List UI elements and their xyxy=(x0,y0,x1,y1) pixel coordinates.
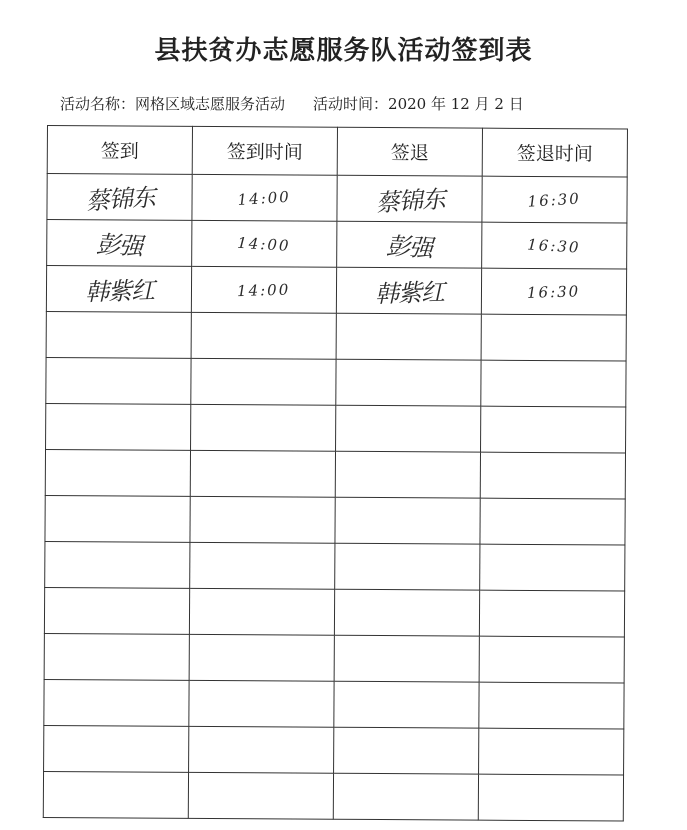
sign-in-table-wrapper xyxy=(43,125,627,822)
table-header-row xyxy=(47,126,627,178)
sign-out-time-cell xyxy=(481,406,626,453)
sign-out-cell xyxy=(333,773,478,820)
sign-in-time-cell xyxy=(190,450,335,497)
activity-time-label: 活动时间： xyxy=(313,95,389,113)
sign-out-cell xyxy=(334,589,479,636)
sign-in-cell xyxy=(46,311,191,358)
header-sign-in-time: 签到时间 xyxy=(192,126,337,175)
sign-in-cell xyxy=(45,495,190,542)
sign-in-cell xyxy=(46,403,191,450)
sign-out-time-cell xyxy=(479,728,624,775)
sign-out-time-cell xyxy=(480,498,625,545)
sign-out-cell xyxy=(334,727,479,774)
sign-in-time-cell xyxy=(189,588,334,635)
sign-in-time: 14:00 xyxy=(237,187,292,210)
header-sign-out: 签退 xyxy=(337,127,482,176)
table-row-empty xyxy=(44,587,624,637)
sign-out-signature: 韩紫红 xyxy=(374,278,444,309)
table-row-empty xyxy=(45,449,625,499)
sign-in-time-cell xyxy=(190,496,335,543)
header-sign-in: 签到 xyxy=(47,126,192,175)
sign-in-time: 14:00 xyxy=(237,233,292,255)
activity-name-label: 活动名称： xyxy=(60,95,136,113)
sign-in-cell xyxy=(44,725,189,772)
sign-out-cell xyxy=(335,497,480,544)
sign-out-cell xyxy=(335,451,480,498)
sign-in-time-cell xyxy=(192,174,337,221)
sign-in-time-cell xyxy=(189,634,334,681)
sign-out-cell xyxy=(336,405,481,452)
sign-in-time-cell xyxy=(190,542,335,589)
sign-out-cell xyxy=(336,359,481,406)
sign-out-time-cell xyxy=(479,590,624,637)
sign-out-cell xyxy=(337,221,482,268)
sign-in-time-cell xyxy=(189,726,334,773)
table-row xyxy=(46,266,626,316)
header-sign-out-time: 签退时间 xyxy=(482,128,627,177)
sign-out-time-cell xyxy=(480,452,625,499)
sign-in-cell xyxy=(46,357,191,404)
sign-in-time-cell xyxy=(191,312,336,359)
sign-in-time-cell xyxy=(188,772,333,819)
sign-out-time-cell xyxy=(482,176,627,223)
sign-out-time-cell xyxy=(479,636,624,683)
sign-in-time: 14:00 xyxy=(237,280,291,301)
sign-in-cell xyxy=(44,679,189,726)
table-row-empty xyxy=(45,541,625,591)
table-row-empty xyxy=(43,771,623,821)
sign-in-cell xyxy=(45,449,190,496)
sign-out-cell xyxy=(334,635,479,682)
sign-out-cell xyxy=(334,681,479,728)
table-body xyxy=(43,174,627,822)
sign-in-cell xyxy=(46,266,191,313)
sign-out-time-cell xyxy=(481,268,626,315)
table-row-empty xyxy=(46,311,626,361)
table-row-empty xyxy=(44,633,624,683)
sign-in-cell xyxy=(44,633,189,680)
table-row xyxy=(47,220,627,270)
sign-out-cell xyxy=(336,267,481,314)
activity-name-value: 网格区域志愿服务活动 xyxy=(135,95,286,113)
sign-out-time-cell xyxy=(479,682,624,729)
table-row-empty xyxy=(46,403,626,453)
sign-in-signature: 蔡锦东 xyxy=(84,183,156,216)
sign-out-signature: 蔡锦东 xyxy=(374,185,446,218)
sign-out-time-cell xyxy=(482,222,627,269)
sign-out-cell xyxy=(337,175,482,222)
sign-in-time-cell xyxy=(191,266,336,313)
sign-in-cell xyxy=(47,220,192,267)
table-row xyxy=(47,174,627,224)
activity-time-value: 2020 年 12 月 2 日 xyxy=(388,95,524,113)
table-row-empty xyxy=(44,679,624,729)
sign-in-cell xyxy=(43,771,188,818)
sign-in-time-cell xyxy=(191,358,336,405)
sign-in-cell xyxy=(47,174,192,221)
sign-in-time-cell xyxy=(189,680,334,727)
sign-in-cell xyxy=(45,541,190,588)
table-row-empty xyxy=(45,495,625,545)
sign-out-time-cell xyxy=(478,774,623,821)
sign-out-time-cell xyxy=(481,360,626,407)
table-row-empty xyxy=(44,725,624,775)
sign-out-signature: 彭强 xyxy=(385,231,433,263)
sign-in-signature: 彭强 xyxy=(95,230,143,261)
sign-out-cell xyxy=(336,313,481,360)
sign-in-signature: 韩紫红 xyxy=(84,276,154,307)
sign-out-time-cell xyxy=(481,314,626,361)
sign-in-table xyxy=(43,125,628,822)
sign-in-time-cell xyxy=(192,220,337,267)
sign-out-cell xyxy=(335,543,480,590)
page-title: 县扶贫办志愿服务队活动签到表 xyxy=(154,36,533,66)
sign-out-time: 16:30 xyxy=(527,282,581,302)
sign-in-cell xyxy=(44,587,189,634)
table-row-empty xyxy=(46,357,626,407)
sign-in-time-cell xyxy=(191,404,336,451)
sign-out-time: 16:30 xyxy=(527,189,582,211)
sign-out-time: 16:30 xyxy=(527,235,582,257)
activity-info xyxy=(60,93,660,114)
sign-out-time-cell xyxy=(480,544,625,591)
